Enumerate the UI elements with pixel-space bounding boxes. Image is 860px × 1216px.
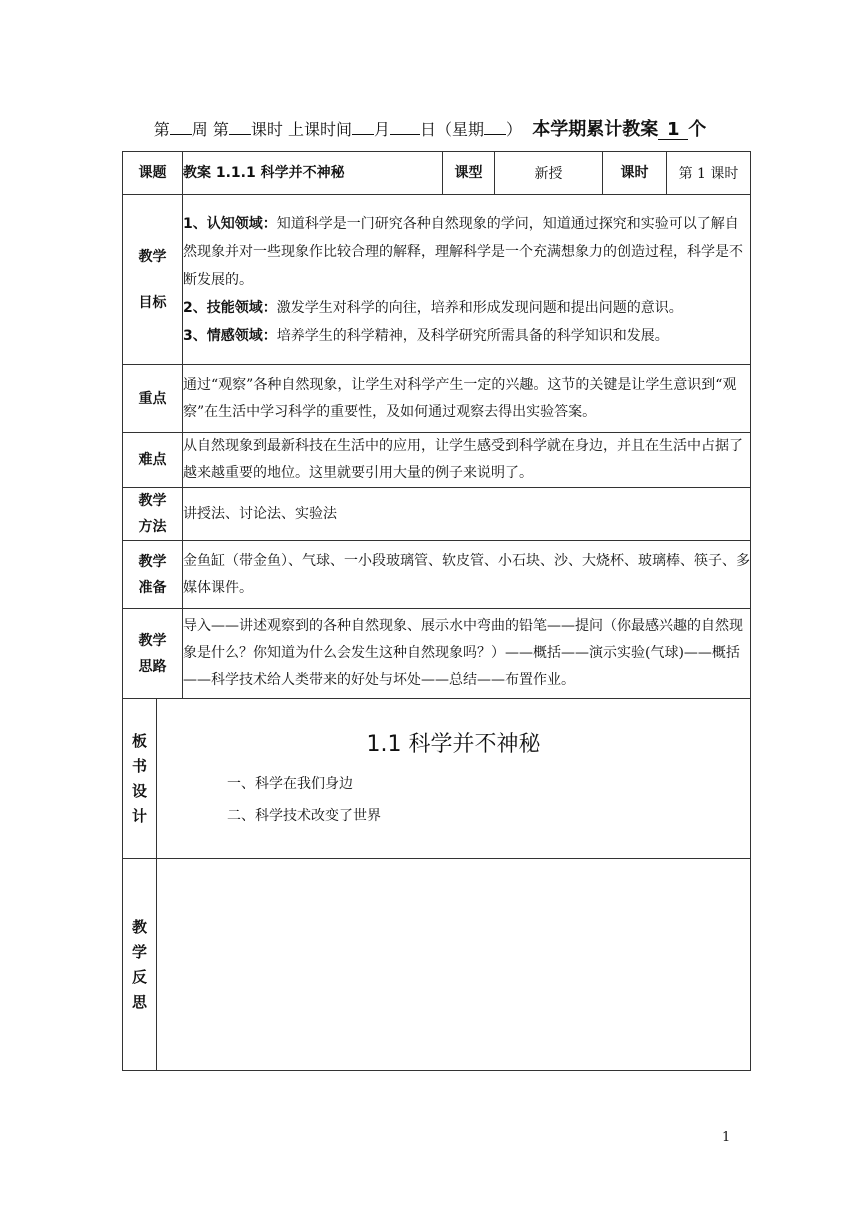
total-label: 本学期累计教案 — [532, 119, 659, 140]
board-item: 二、科学技术改变了世界 — [227, 808, 381, 824]
reflection-content — [157, 859, 751, 1071]
lesson-plan-table — [122, 151, 751, 1071]
topic-value: 教案 1.1.1 科学并不神秘 — [183, 152, 443, 195]
reflection-row — [123, 859, 751, 1071]
preparation-text: 金鱼缸（带金鱼）、气球、一小段玻璃管、软皮管、小石块、沙、大烧杯、玻璃棒、筷子、多媒体课件。 — [183, 541, 751, 609]
week-prefix: 第 — [153, 120, 170, 139]
topic-row — [123, 152, 751, 195]
method-row — [123, 488, 751, 541]
time-prefix: 上课时间 — [288, 120, 353, 139]
key-point-row — [123, 365, 751, 433]
objectives-label-line1: 教学 — [138, 248, 167, 265]
type-label: 课型 — [443, 152, 495, 195]
thinking-label: 教学 思路 — [123, 609, 183, 699]
period-prefix: 第 — [212, 120, 229, 139]
thinking-text: 导入——讲述观察到的各种自然现象、展示水中弯曲的铅笔——提问（你最感兴趣的自然现象是什么？你知道为什么会发生这种自然现象吗？）——概括——演示实验(气球)——概括——科学技术给人类带来的好处与坏处——总结——布置作业。 — [183, 609, 751, 699]
board-label: 板 书 设 计 — [123, 699, 157, 859]
day-suffix: 日（星期 — [420, 120, 485, 139]
thinking-row — [123, 609, 751, 699]
day-blank — [390, 134, 420, 135]
objective-item: 2、技能领域：激发学生对科学的向往，培养和形成发现问题和提出问题的意识。 — [183, 299, 683, 316]
period-blank — [229, 134, 251, 135]
weekday-blank — [484, 134, 506, 135]
difficulty-row — [123, 433, 751, 488]
objectives-content — [183, 195, 751, 365]
key-point-text: 通过“观察”各种自然现象，让学生对科学产生一定的兴趣。这节的关键是让学生意识到“观察”在生活中学习科学的重要性，及如何通过观察去得出实验答案。 — [183, 365, 751, 433]
objective-item: 3、情感领域：培养学生的科学精神，及科学研究所需具备的科学知识和发展。 — [183, 327, 669, 344]
board-row — [123, 699, 751, 859]
hours-value: 第 1 课时 — [667, 152, 751, 195]
type-value: 新授 — [495, 152, 603, 195]
objectives-label — [123, 195, 183, 365]
weekday-close: ） — [506, 120, 523, 139]
objectives-row — [123, 195, 751, 365]
period-suffix: 课时 — [250, 120, 283, 139]
method-label: 教学 方法 — [123, 488, 183, 541]
objective-item: 1、认知领域：知道科学是一门研究各种自然现象的学问，知道通过探究和实验可以了解自然现象并对一些现象作比较合理的解释，理解科学是一个充满想象力的创造过程，科学是不断发展的。 — [183, 215, 743, 288]
reflection-label: 教 学 反 思 — [123, 859, 157, 1071]
month-blank — [352, 134, 374, 135]
total-unit: 个 — [688, 119, 707, 140]
difficulty-text: 从自然现象到最新科技在生活中的应用，让学生感受到科学就在身边，并且在生活中占据了越来越重要的地位。这里就要引用大量的例子来说明了。 — [183, 433, 751, 488]
difficulty-label: 难点 — [123, 433, 183, 488]
preparation-label: 教学 准备 — [123, 541, 183, 609]
board-title: 1.1 科学并不神秘 — [366, 732, 541, 757]
board-content — [157, 699, 751, 859]
lesson-header — [0, 115, 860, 141]
week-suffix: 周 — [191, 120, 208, 139]
key-point-label: 重点 — [123, 365, 183, 433]
topic-label: 课题 — [123, 152, 183, 195]
week-blank — [170, 134, 192, 135]
total-value: 1 — [658, 121, 688, 140]
month-suffix: 月 — [374, 120, 391, 139]
objectives-label-line2: 目标 — [138, 294, 167, 311]
page-number: 1 — [722, 1130, 731, 1145]
hours-label: 课时 — [603, 152, 667, 195]
method-text: 讲授法、讨论法、实验法 — [183, 488, 751, 541]
preparation-row — [123, 541, 751, 609]
board-item: 一、科学在我们身边 — [227, 776, 353, 792]
